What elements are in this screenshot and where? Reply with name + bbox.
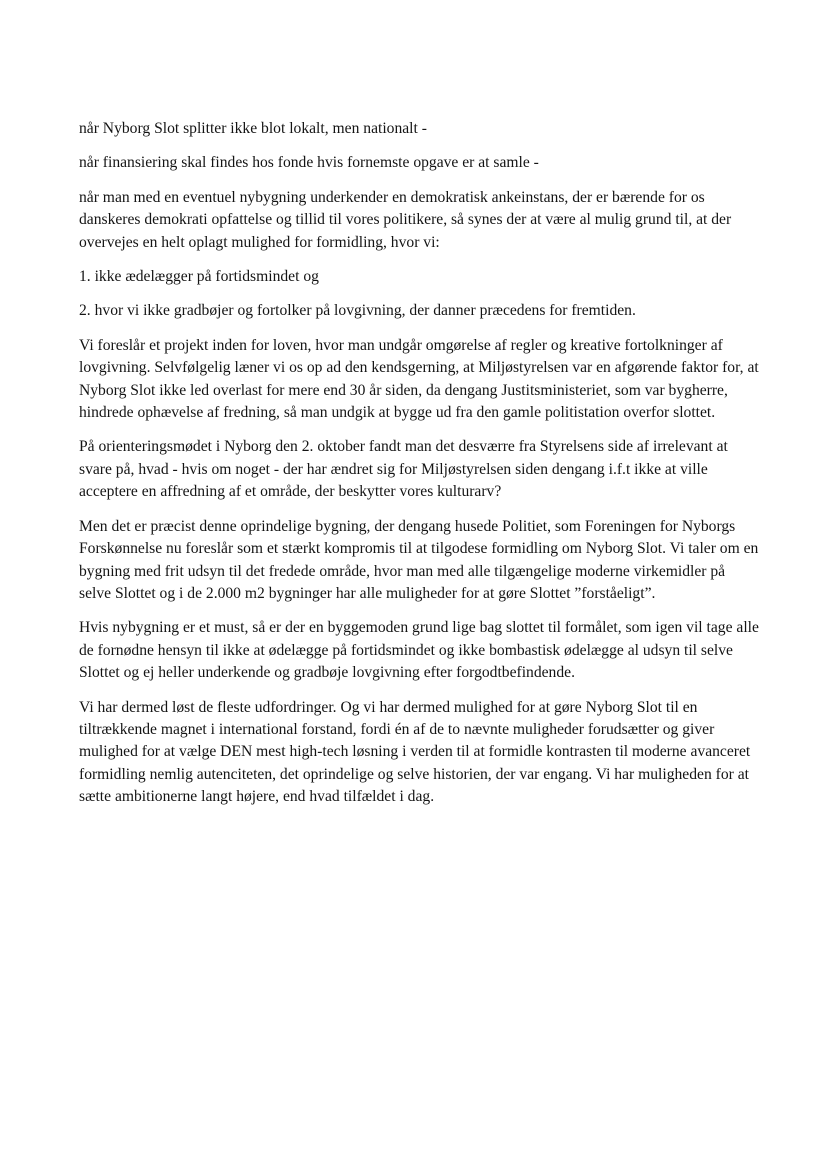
document-body [79, 118, 759, 821]
paragraph-meeting: På orienteringsmødet i Nyborg den 2. oktober fandt man det desværre fra Styrelsens side af irrelevant at svare på, hvad - hvis om noget - der har ændret sig for Miljøstyrelsen siden dengang i.f.t ikke at ville acceptere en affredning af et område, der beskytter vores kulturarv? [79, 438, 728, 501]
paragraph-3: når man med en eventuel nybygning underkender en demokratisk ankeinstans, der er bærende for os danskeres demokrati opfattelse og tillid til vores politikere, så synes der at være al mulig grund til, at der overvejes en helt oplagt mulighed for formidling, hvor vi: [79, 188, 732, 251]
list-item-1: 1. ikke ædelægger på fortidsmindet og [79, 268, 319, 286]
paragraph-building: Men det er præcist denne oprindelige bygning, der dengang husede Politiet, som Foreningen for Nyborgs Forskønnelse nu foreslår som et stærkt kompromis til at tilgodese formidling om Nyborg Slot. Vi taler om en bygning med frit udsyn til det fredede område, hvor man med alle tilgængelige moderne virkemidler på selve Slottet og i de 2.000 m2 bygninger har alle muligheder for at gøre Slottet ”forståeligt”. [79, 517, 759, 602]
list-item-2: 2. hvor vi ikke gradbøjer og fortolker på lovgivning, der danner præcedens for fremtiden. [79, 302, 636, 320]
paragraph-new-building: Hvis nybygning er et must, så er der en byggemoden grund lige bag slottet til formålet, som igen vil tage alle de fornødne hensyn til ikke at ødelægge på fortidsmindet og ikke bombastisk ødelægge al udsyn til selve Slottet og ej heller underkende og gradbøje lovgivning efter forgodtbefindende. [79, 619, 759, 682]
paragraph-1: når Nyborg Slot splitter ikke blot lokalt, men nationalt - [79, 120, 427, 137]
paragraph-conclusion: Vi har dermed løst de fleste udfordringer. Og vi har dermed mulighed for at gøre Nyborg Slot til en tiltrækkende magnet i international forstand, fordi én af de to nævnte muligheder forudsætter og giver mulighed for at vælge DEN mest high-tech løsning i verden til at formidle kontrasten til moderne avanceret formidling nemlig autenciteten, det oprindelige og selve historien, der var engang. Vi har muligheden for at sætte ambitionerne langt højere, end hvad tilfældet i dag. [79, 698, 751, 806]
paragraph-proposal: Vi foreslår et projekt inden for loven, hvor man undgår omgørelse af regler og kreative fortolkninger af lovgivning. Selvfølgelig læner vi os op ad den kendsgerning, at Miljøstyrelsen var en afgørende faktor for, at Nyborg Slot ikke led overlast for mere end 30 år siden, da dengang Justitsministeriet, som var bygherre, hindrede ophævelse af fredning, så man undgik at bygge ud fra den gamle politistation overfor slottet. [79, 336, 759, 422]
paragraph-2: når finansiering skal findes hos fonde hvis fornemste opgave er at samle - [79, 154, 539, 172]
